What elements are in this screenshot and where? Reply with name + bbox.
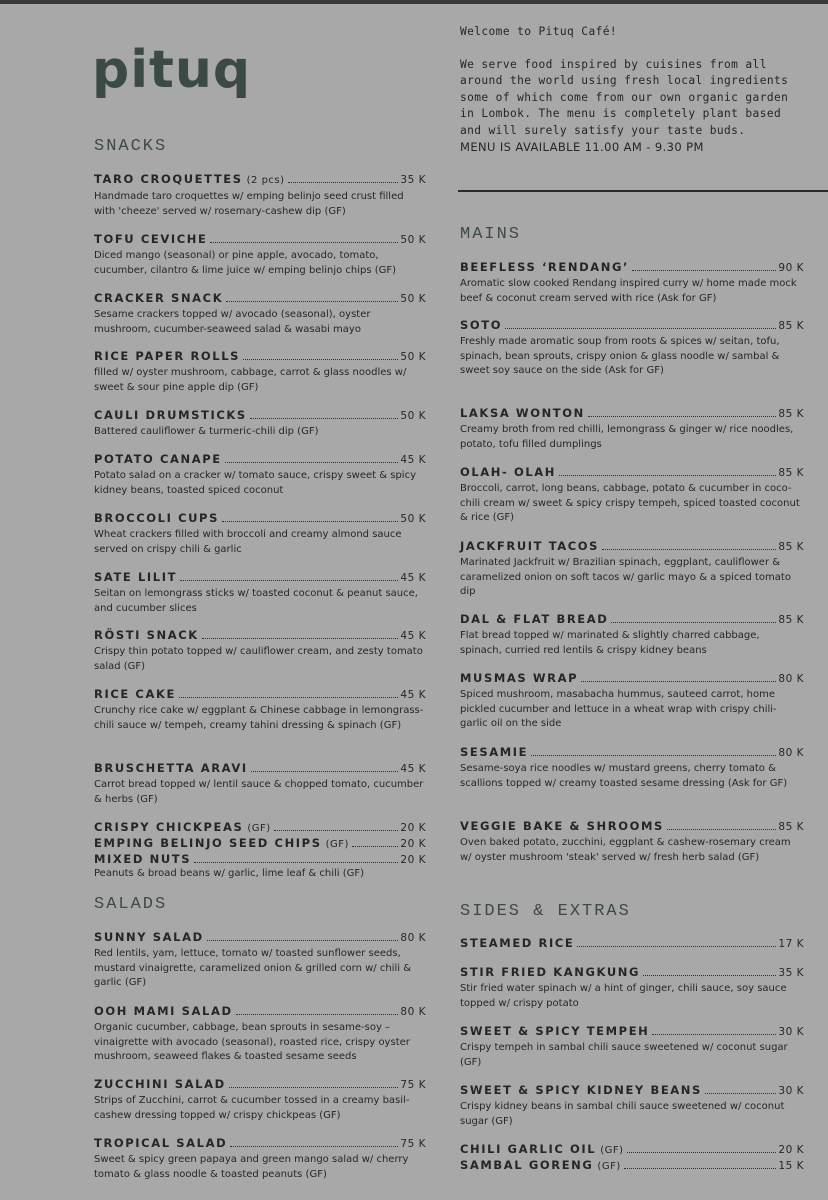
- item-name: CHILI GARLIC OIL: [460, 1142, 597, 1156]
- item-note: (GF): [325, 839, 349, 850]
- menu-item: [460, 539, 804, 600]
- menu-item: [460, 465, 804, 526]
- menu-item: [94, 1136, 426, 1182]
- item-name: SAMBAL GORENG: [460, 1158, 594, 1172]
- item-price: 85 K: [778, 408, 804, 420]
- item-price: 45 K: [400, 454, 426, 466]
- item-name: STEAMED RICE: [460, 936, 575, 950]
- item-price: 45 K: [400, 689, 426, 701]
- leader-dots: [505, 328, 776, 329]
- item-name: SWEET & SPICY TEMPEH: [460, 1024, 650, 1038]
- item-name: CAULI DRUMSTICKS: [94, 408, 247, 422]
- menu-item: [460, 318, 804, 379]
- leader-dots: [250, 418, 399, 419]
- item-description: Crispy thin potato topped w/ cauliflower cream, and zesty tomato salad (GF): [94, 646, 423, 672]
- item-description: Broccoli, carrot, long beans, cabbage, potato & cucumber in coco-chili cream w/ sweet & spicy crispy tempeh, spiced toasted coconut & rice (GF): [460, 483, 800, 524]
- item-price: 85 K: [778, 320, 804, 332]
- item-name: SATE LILIT: [94, 570, 178, 584]
- item-note: (GF): [600, 1145, 624, 1156]
- leader-dots: [588, 416, 777, 417]
- leader-dots: [581, 681, 776, 682]
- menu-item: [94, 408, 426, 440]
- item-description: Spiced mushroom, masabacha hummus, sauteed carrot, home pickled cucumber and lettuce in a wheat wrap with crispy chili-garlic oil on the side: [460, 689, 777, 730]
- item-name: EMPING BELINJO SEED CHIPS: [94, 836, 322, 850]
- item-name: CRISPY CHICKPEAS: [94, 820, 244, 834]
- item-description: Sesame-soya rice noodles w/ mustard greens, cherry tomato & scallions topped w/ creamy toasted sesame dressing (Ask for GF): [460, 763, 788, 789]
- leader-dots: [705, 1093, 777, 1094]
- item-price: 50 K: [400, 513, 426, 525]
- menu-item: [460, 1024, 804, 1070]
- item-price: 85 K: [778, 821, 804, 833]
- item-description: Sweet & spicy green papaya and green mango salad w/ cherry tomato & glass noodle & toasted peanuts (GF): [94, 1154, 409, 1180]
- menu-item: [94, 761, 426, 807]
- menu-item: [460, 260, 804, 306]
- leader-dots: [274, 830, 399, 831]
- leader-dots: [602, 549, 776, 550]
- item-description: Flat bread topped w/ marinated & slightly charred cabbage, spinach, curried red lentils & crispy kidney beans: [460, 630, 760, 656]
- item-description: filled w/ oyster mushroom, cabbage, carrot & glass noodles w/ sweet & sour pine apple dip (GF): [94, 367, 407, 393]
- menu-item: [94, 172, 426, 219]
- leader-dots: [643, 975, 776, 976]
- item-price: 50 K: [400, 351, 426, 363]
- leader-dots: [202, 638, 399, 639]
- item-name: ZUCCHINI SALAD: [94, 1077, 226, 1091]
- item-description: Wheat crackers filled with broccoli and creamy almond sauce served on crispy chili & garlic: [94, 529, 402, 555]
- item-price: 85 K: [778, 467, 804, 479]
- item-description: Seitan on lemongrass sticks w/ toasted coconut & peanut sauce, and cucumber slices: [94, 588, 418, 614]
- menu-item: [460, 406, 804, 452]
- item-price: 20 K: [400, 822, 426, 834]
- section-sides: SIDES & EXTRAS: [460, 902, 631, 921]
- item-description: Red lentils, yam, lettuce, tomato w/ toasted sunflower seeds, mustard vinaigrette, caramelized onion & grilled corn w/ chili & garlic (GF): [94, 948, 411, 989]
- item-name: SESAMIE: [460, 745, 529, 759]
- item-price: 45 K: [400, 572, 426, 584]
- menu-item: [94, 930, 426, 991]
- item-price: 30 K: [778, 1085, 804, 1097]
- item-description: Crispy kidney beans in sambal chili sauce sweetened w/ coconut sugar (GF): [460, 1101, 785, 1127]
- item-description: Handmade taro croquettes w/ emping belinjo seed crust filled with 'cheeze' served w/ rosemary-cashew dip (GF): [94, 191, 404, 217]
- leader-dots: [207, 940, 399, 941]
- item-description: Battered cauliflower & turmeric-chili dip (GF): [94, 426, 319, 437]
- menu-item: [94, 570, 426, 616]
- leader-dots: [226, 301, 398, 302]
- menu-item: [94, 628, 426, 674]
- item-description: Strips of Zucchini, carrot & cucumber tossed in a creamy basil-cashew dressing topped w/ crispy chickpeas (GF): [94, 1095, 410, 1121]
- item-name: TROPICAL SALAD: [94, 1136, 228, 1150]
- item-note: (GF): [597, 1161, 621, 1172]
- welcome-block: [460, 24, 800, 156]
- leader-dots: [288, 182, 399, 183]
- item-price: 80 K: [778, 747, 804, 759]
- welcome-greeting: Welcome to Pituq Café!: [460, 25, 617, 38]
- item-name: MIXED NUTS: [94, 852, 192, 866]
- leader-dots: [667, 829, 777, 830]
- item-note: (2 pcs): [246, 175, 285, 186]
- item-price: 15 K: [778, 1160, 804, 1172]
- item-description: Diced mango (seasonal) or pine apple, avocado, tomato, cucumber, cilantro & lime juice w/ emping belinjo chips (GF): [94, 250, 397, 276]
- menu-item: [94, 511, 426, 557]
- item-name: VEGGIE BAKE & SHROOMS: [460, 819, 664, 833]
- item-price: 20 K: [400, 854, 426, 866]
- leader-dots: [194, 862, 398, 863]
- item-price: 45 K: [400, 630, 426, 642]
- section-snacks: SNACKS: [94, 137, 168, 156]
- item-name: OOH MAMI SALAD: [94, 1004, 233, 1018]
- item-price: 85 K: [778, 541, 804, 553]
- item-description: Organic cucumber, cabbage, bean sprouts in sesame-soy – vinaigrette with avocado (seasonal), roasted rice, crispy oyster mushroom, seaweed flakes & toasted sesame seeds: [94, 1022, 410, 1063]
- item-note: (GF): [247, 823, 271, 834]
- menu-item: [460, 745, 804, 791]
- leader-dots: [559, 475, 776, 476]
- item-price: 90 K: [778, 262, 804, 274]
- item-price: 80 K: [400, 932, 426, 944]
- item-description: Carrot bread topped w/ lentil sauce & chopped tomato, cucumber & herbs (GF): [94, 779, 424, 805]
- item-description: Peanuts & broad beans w/ garlic, lime leaf & chili (GF): [94, 868, 365, 879]
- item-price: 75 K: [400, 1079, 426, 1091]
- leader-dots: [577, 946, 776, 947]
- leader-dots: [243, 359, 398, 360]
- item-price: 80 K: [778, 673, 804, 685]
- leader-dots: [179, 697, 398, 698]
- menu-item: [460, 936, 804, 951]
- item-price: 80 K: [400, 1006, 426, 1018]
- item-price: 35 K: [400, 174, 426, 186]
- item-description: Crunchy rice cake w/ eggplant & Chinese cabbage in lemongrass-chili sauce w/ tempeh, creamy tahini dressing & spinach (GF): [94, 705, 424, 731]
- item-price: 30 K: [778, 1026, 804, 1038]
- menu-item-nuts: [94, 820, 426, 882]
- item-name: BEEFLESS ‘RENDANG’: [460, 260, 629, 274]
- item-price: 20 K: [400, 838, 426, 850]
- item-name: TOFU CEVICHE: [94, 232, 208, 246]
- item-description: Crispy tempeh in sambal chili sauce sweetened w/ coconut sugar (GF): [460, 1042, 788, 1068]
- leader-dots: [531, 755, 776, 756]
- item-price: 50 K: [400, 234, 426, 246]
- leader-dots: [627, 1152, 777, 1153]
- leader-dots: [652, 1034, 776, 1035]
- item-name: SUNNY SALAD: [94, 930, 204, 944]
- item-price: 20 K: [778, 1144, 804, 1156]
- leader-dots: [632, 270, 776, 271]
- item-price: 50 K: [400, 410, 426, 422]
- menu-hours: MENU IS AVAILABLE 11.00 AM - 9.30 PM: [460, 140, 704, 154]
- welcome-intro: We serve food inspired by cuisines from all around the world using fresh local ingredients some of which come from our own organic garden in Lombok. The menu is completely plant based and will surely satisfy your taste buds.: [460, 57, 789, 137]
- item-name: BRUSCHETTA ARAVI: [94, 761, 248, 775]
- menu-item: [94, 291, 426, 337]
- item-name: RICE PAPER ROLLS: [94, 349, 241, 363]
- item-price: 35 K: [778, 967, 804, 979]
- leader-dots: [624, 1168, 777, 1169]
- section-mains: MAINS: [460, 225, 522, 244]
- menu-item: [94, 452, 426, 498]
- menu-item: [94, 349, 426, 395]
- divider-line: [458, 190, 828, 192]
- item-name: SWEET & SPICY KIDNEY BEANS: [460, 1083, 702, 1097]
- item-name: SOTO: [460, 318, 503, 332]
- leader-dots: [180, 580, 398, 581]
- item-description: Aromatic slow cooked Rendang inspired curry w/ home made mock beef & coconut cream served with rice (Ask for GF): [460, 278, 797, 304]
- menu-item: [460, 671, 804, 732]
- leader-dots: [352, 846, 399, 847]
- item-description: Potato salad on a cracker w/ tomato sauce, crispy sweet & spicy kidney beans, toasted spiced coconut: [94, 470, 416, 496]
- leader-dots: [222, 521, 398, 522]
- item-price: 50 K: [400, 293, 426, 305]
- section-salads: SALADS: [94, 895, 168, 914]
- leader-dots: [236, 1014, 399, 1015]
- leader-dots: [210, 242, 398, 243]
- menu-item: [460, 612, 804, 658]
- menu-item: [94, 1004, 426, 1065]
- item-description: Marinated Jackfruit w/ Brazilian spinach, eggplant, cauliflower & caramelized onion on soft tacos w/ garlic mayo & a spiced tomato dip: [460, 557, 791, 598]
- leader-dots: [611, 622, 776, 623]
- menu-item: [94, 687, 426, 733]
- leader-dots: [251, 771, 399, 772]
- menu-item: [460, 965, 804, 1011]
- item-price: 75 K: [400, 1138, 426, 1150]
- leader-dots: [229, 1087, 399, 1088]
- item-description: Stir fried water spinach w/ a hint of ginger, chili sauce, soy sauce topped w/ crispy potato: [460, 983, 787, 1009]
- item-description: Sesame crackers topped w/ avocado (seasonal), oyster mushroom, cucumber-seaweed salad & wasabi mayo: [94, 309, 371, 335]
- item-description: Freshly made aromatic soup from roots & spices w/ seitan, tofu, spinach, bean sprouts, crispy onion & glass noodle w/ sambal & sweet soy sauce on the side (Ask for GF): [460, 336, 780, 377]
- item-name: JACKFRUIT TACOS: [460, 539, 600, 553]
- item-name: OLAH- OLAH: [460, 465, 557, 479]
- item-name: RÖSTI SNACK: [94, 628, 199, 642]
- item-name: CRACKER SNACK: [94, 291, 224, 305]
- item-description: Creamy broth from red chilli, lemongrass & ginger w/ rice noodles, potato, tofu filled dumplings: [460, 424, 794, 450]
- top-border: [0, 0, 828, 4]
- item-name: RICE CAKE: [94, 687, 176, 701]
- menu-item: [460, 1083, 804, 1129]
- item-name: LAKSA WONTON: [460, 406, 585, 420]
- item-price: 85 K: [778, 614, 804, 626]
- item-price: 17 K: [778, 938, 804, 950]
- menu-item-extras: [460, 1142, 804, 1174]
- leader-dots: [230, 1146, 398, 1147]
- item-price: 45 K: [400, 763, 426, 775]
- item-name: BROCCOLI CUPS: [94, 511, 219, 525]
- item-name: DAL & FLAT BREAD: [460, 612, 609, 626]
- item-name: MUSMAS WRAP: [460, 671, 579, 685]
- logo: pituq: [92, 40, 252, 100]
- leader-dots: [225, 462, 399, 463]
- item-name: STIR FRIED KANGKUNG: [460, 965, 641, 979]
- menu-item: [94, 232, 426, 278]
- menu-item: [460, 819, 804, 865]
- menu-item: [94, 1077, 426, 1123]
- item-name: POTATO CANAPE: [94, 452, 222, 466]
- item-description: Oven baked potato, zucchini, eggplant & cashew-rosemary cream w/ oyster mushroom 'steak' served w/ fresh herb salad (GF): [460, 837, 791, 863]
- item-name: TARO CROQUETTES: [94, 172, 243, 186]
